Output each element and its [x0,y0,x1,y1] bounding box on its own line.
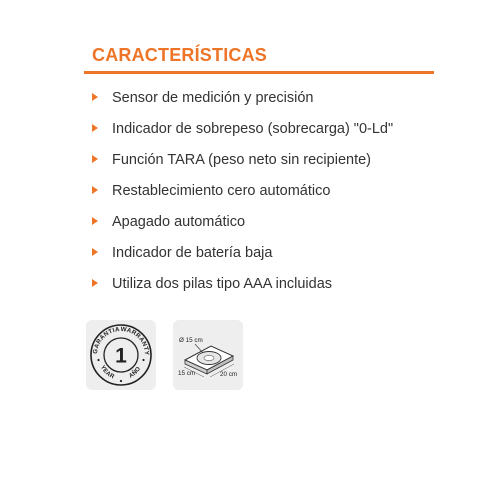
badge-row [86,320,243,390]
title-underline [84,71,434,74]
feature-text: Restablecimiento cero automático [112,183,331,199]
depth-label: 20 cm [220,371,238,378]
year-label-es: AÑO [128,365,143,380]
feature-text: Función TARA (peso neto sin recipiente) [112,152,371,168]
feature-item [92,211,393,242]
feature-text: Apagado automático [112,214,246,230]
section-title: CARACTERÍSTICAS [92,45,268,65]
feature-list [92,87,393,304]
dimensions-badge [173,320,243,390]
feature-item [92,242,393,273]
diameter-label: Ø 15 cm [179,337,203,344]
bullet-arrow-icon [92,279,98,287]
feature-item [92,180,393,211]
warranty-years: 1 [115,344,127,368]
bullet-arrow-icon [92,124,98,132]
feature-item [92,118,393,149]
warranty-badge [86,320,156,390]
scale-dimensions-icon [173,320,243,390]
warranty-seal-icon [86,320,156,390]
feature-text: Sensor de medición y precisión [112,90,314,106]
warranty-label-es: GARANTIA [91,325,121,355]
bullet-arrow-icon [92,217,98,225]
bullet-arrow-icon [92,155,98,163]
feature-item [92,149,393,180]
warranty-label-en: WARRANTY [120,325,151,356]
feature-text: Indicador de sobrepeso (sobrecarga) "0-Ld" [112,121,394,137]
bullet-arrow-icon [92,186,98,194]
feature-item [92,87,393,118]
feature-item [92,273,393,304]
bullet-arrow-icon [92,93,98,101]
year-label-en: YEAR [98,364,116,381]
width-label: 15 cm [178,370,196,377]
feature-text: Indicador de batería baja [112,245,273,261]
feature-text: Utiliza dos pilas tipo AAA incluidas [112,276,333,292]
bullet-arrow-icon [92,248,98,256]
